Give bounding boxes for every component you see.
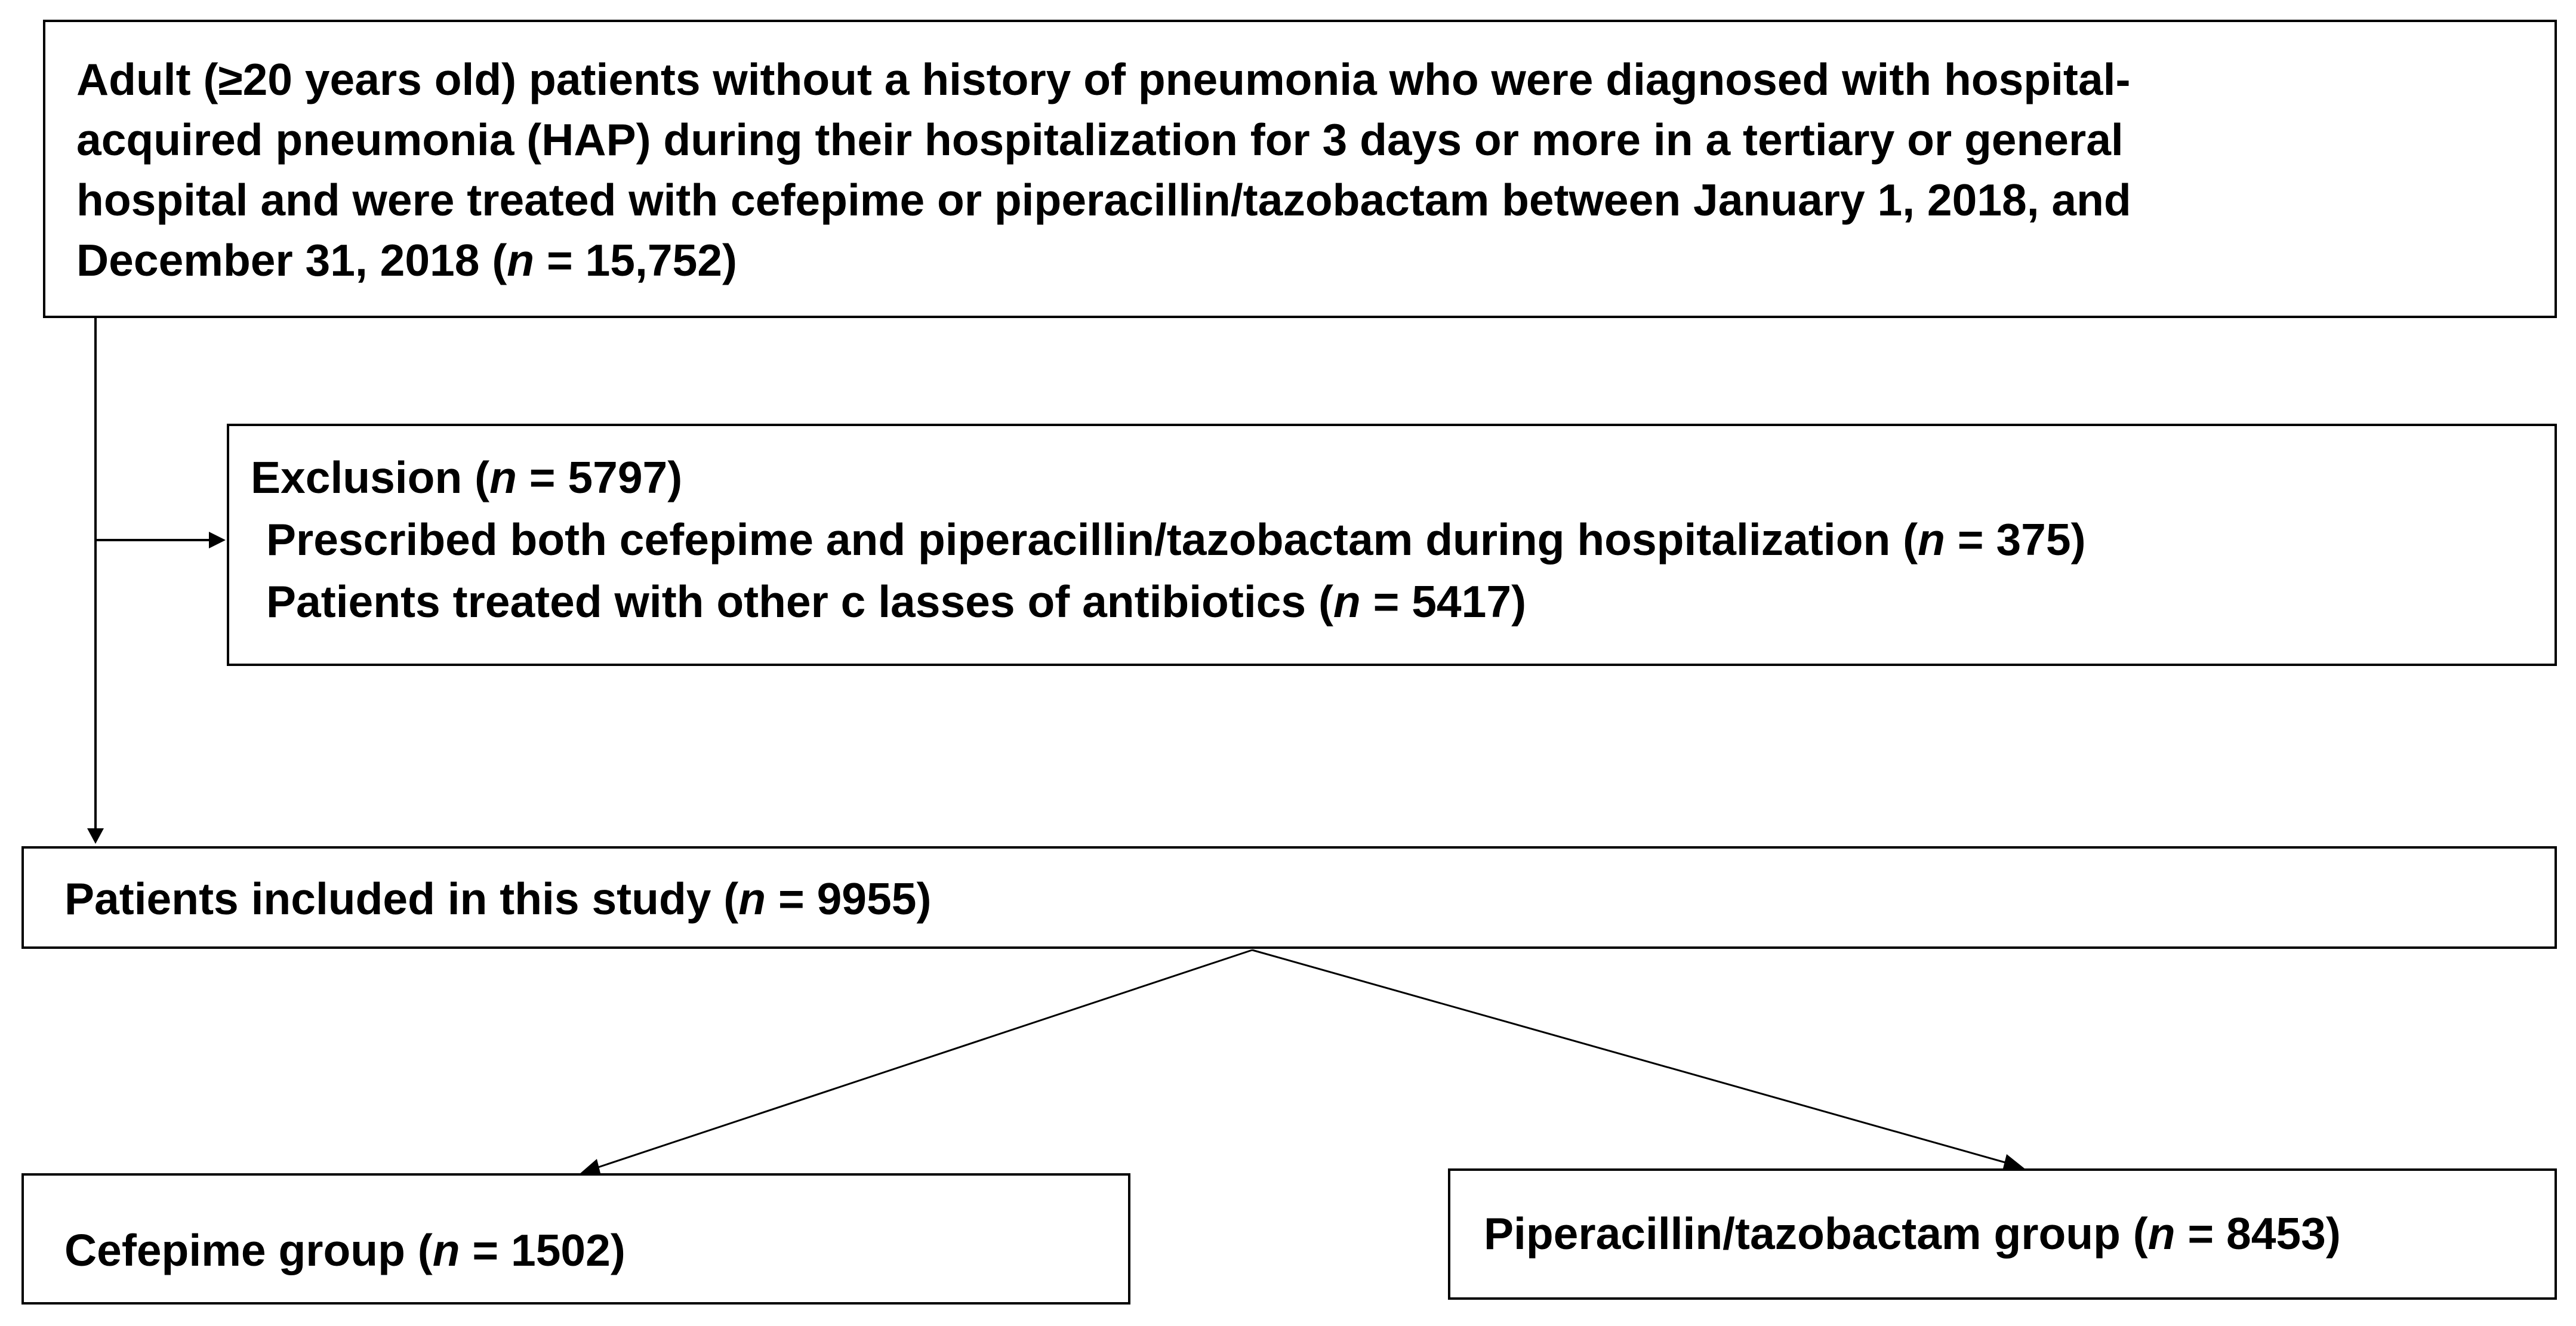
included-patients-box bbox=[21, 846, 2557, 949]
included-label bbox=[64, 849, 2555, 949]
population-count: = 15,752) bbox=[534, 235, 737, 285]
split-line-cefepime bbox=[591, 950, 1252, 1170]
included-n-symbol: n bbox=[738, 874, 766, 924]
exclusion-reason1-count: = 375) bbox=[1945, 514, 2086, 565]
cefepime-text: Cefepime group ( bbox=[64, 1225, 433, 1275]
piperacillin-group-box bbox=[1448, 1168, 2557, 1300]
included-count: = 9955) bbox=[766, 874, 932, 924]
exclusion-reason2-count: = 5417) bbox=[1360, 576, 1527, 627]
cefepime-group-box bbox=[21, 1173, 1130, 1305]
exclusion-reason2-n-symbol: n bbox=[1333, 576, 1361, 627]
eligible-population-box bbox=[43, 20, 2557, 318]
cefepime-count: = 1502) bbox=[460, 1225, 625, 1275]
exclusion-reason1-text: Prescribed both cefepime and piperacillin/tazobactam during hospitalization ( bbox=[266, 514, 1918, 565]
exclusion-n-symbol: n bbox=[489, 452, 517, 502]
exclusion-reason2-text: Patients treated with other c lasses of antibiotics ( bbox=[266, 576, 1333, 627]
population-line-3: hospital and were treated with cefepime or piperacillin/tazobactam between January 1, 2018, and bbox=[76, 175, 2131, 225]
population-n-symbol: n bbox=[507, 235, 535, 285]
piperacillin-n-symbol: n bbox=[2147, 1208, 2176, 1259]
split-arrowhead-piperacillin bbox=[2003, 1154, 2025, 1168]
piperacillin-label bbox=[1484, 1171, 2555, 1296]
exclusion-box bbox=[227, 424, 2557, 666]
exclusion-title bbox=[251, 446, 2555, 508]
exclusion-reason-other-antibiotics bbox=[251, 571, 2555, 633]
piperacillin-count: = 8453) bbox=[2175, 1208, 2341, 1259]
population-line-2: acquired pneumonia (HAP) during their hospitalization for 3 days or more in a tertiary or general bbox=[76, 115, 2124, 165]
population-line-1: Adult (≥20 years old) patients without a history of pneumonia who were diagnosed with hospital- bbox=[76, 54, 2131, 104]
main-flow-arrowhead bbox=[87, 828, 104, 844]
exclusion-reason-both-drugs bbox=[251, 508, 2555, 571]
exclusion-count: = 5797) bbox=[516, 452, 683, 502]
piperacillin-text: Piperacillin/tazobactam group ( bbox=[1484, 1208, 2148, 1259]
split-line-piperacillin bbox=[1252, 950, 2014, 1165]
population-line-4 bbox=[76, 230, 2555, 291]
cefepime-label bbox=[64, 1176, 1128, 1325]
population-line-4-prefix: December 31, 2018 ( bbox=[76, 235, 507, 285]
cefepime-n-symbol: n bbox=[432, 1225, 460, 1275]
included-text: Patients included in this study ( bbox=[64, 874, 739, 924]
exclusion-arrowhead bbox=[209, 532, 226, 548]
exclusion-reason1-n-symbol: n bbox=[1918, 514, 1945, 565]
exclusion-title-prefix: Exclusion ( bbox=[251, 452, 490, 502]
split-arrowhead-cefepime bbox=[579, 1159, 600, 1174]
